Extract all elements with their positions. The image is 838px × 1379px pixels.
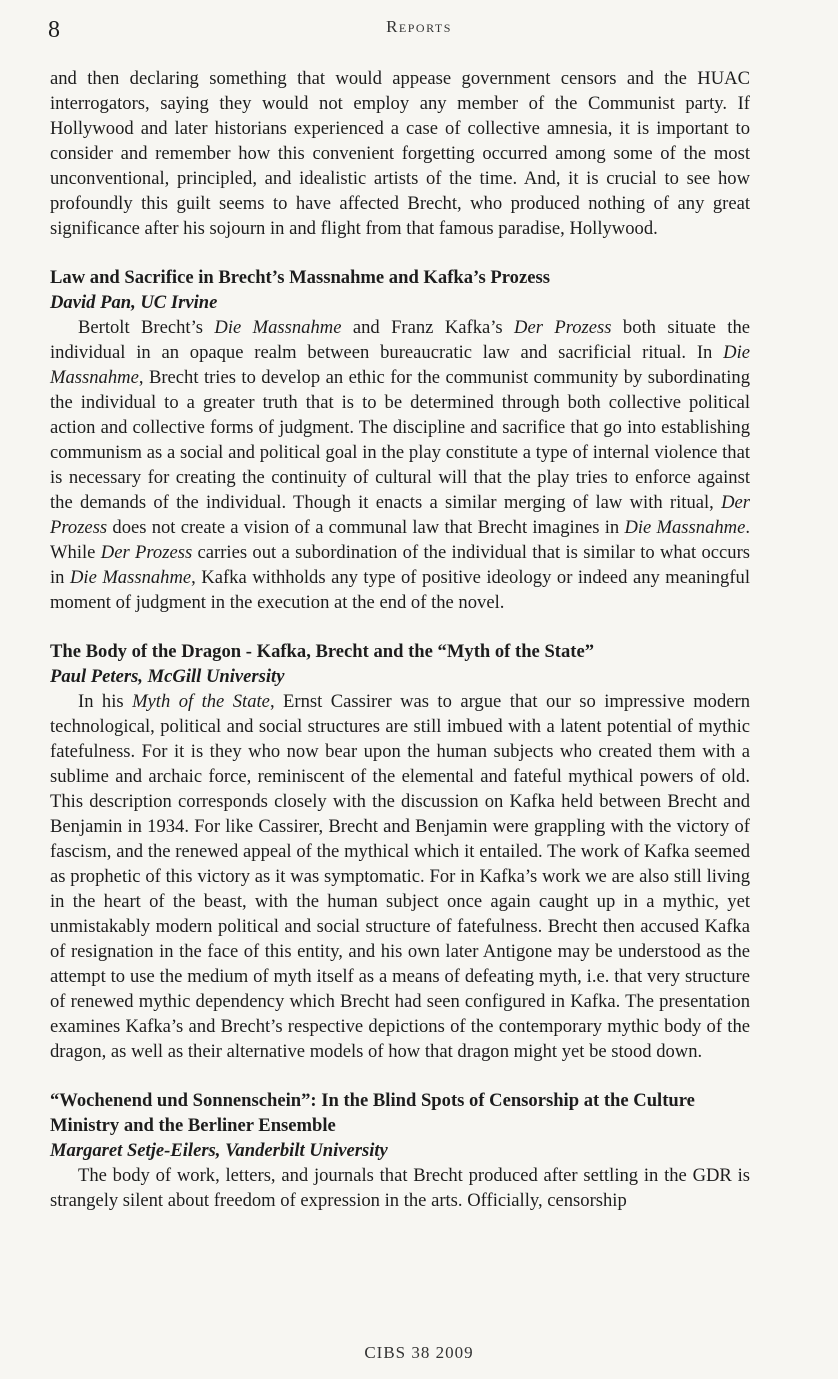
- section-title: The Body of the Dragon - Kafka, Brecht and the “Myth of the State”: [50, 641, 595, 662]
- section-abstract: Bertolt Brecht’s Die Massnahme and Franz Kafka’s Der Prozess both situate the individual in an opaque realm between bureaucratic law and sacrificial ritual. In Die Massnahme, Brecht tries to develop an ethic for the communist community by subordinating the individual to a greater truth that is to be determined through both collective political action and collective forms of judgment. The discipline and sacrifice that go into establishing communism as a social and political goal in the play constitute a type of internal violence that is necessary for creating the continuity of cultural will that the play tries to enforce against the demands of the individual. Though it enacts a similar merging of law with ritual, Der Prozess does not create a vision of a communal law that Brecht imagines in Die Massnahme. While Der Prozess carries out a subordination of the individual that is similar to what occurs in Die Massnahme, Kafka withholds any type of positive ideology or indeed any meaningful moment of judgment in the execution at the end of the novel.: [50, 317, 750, 613]
- page-footer: CIBS 38 2009: [364, 1343, 474, 1362]
- page-number: 8: [48, 17, 60, 43]
- intro-paragraph: and then declaring something that would appease government censors and the HUAC interrogators, saying they would not employ any member of the Communist party. If Hollywood and later historians experienced a case of collective amnesia, it is important to consider and remember how this convenient forgetting occurred among some of the most unconventional, principled, and idealistic artists of the time. And, it is crucial to see how profoundly this guilt seems to have affected Brecht, who produced nothing of any great significance after his sojourn in and flight from that famous paradise, Hollywood.: [50, 68, 750, 239]
- section-pan: [50, 265, 750, 615]
- section-author: Margaret Setje-Eilers, Vanderbilt University: [50, 1140, 388, 1161]
- section-abstract: In his Myth of the State, Ernst Cassirer was to argue that our so impressive modern technological, political and social structures are still imbued with a latent potential of mythic fatefulness. For it is they who now bear upon the human subjects who created them with a sublime and archaic force, reminiscent of the elemental and fateful mythical powers of old. This description corresponds closely with the discussion on Kafka held between Brecht and Benjamin in 1934. For like Cassirer, Brecht and Benjamin were grappling with the victory of fascism, and the renewed appeal of the mythical which it entailed. The work of Kafka seemed as prophetic of this victory as it was symptomatic. For in Kafka’s work we are also still living in the heart of the beast, with the human subject once again caught up in a mythic, yet unmistakably modern political and social structure of fatefulness. Brecht then accused Kafka of resignation in the face of this entity, and his own later Antigone may be understood as the attempt to use the medium of myth itself as a means of defeating myth, i.e. that very structure of renewed mythic dependency which Brecht had seen configured in Kafka. The presentation examines Kafka’s and Brecht’s respective depictions of the contemporary mythic body of the dragon, as well as their alternative models of how that dragon might yet be stood down.: [50, 691, 751, 1062]
- section-title: Law and Sacrifice in Brecht’s Massnahme and Kafka’s Prozess: [50, 267, 550, 288]
- section-setje-eilers: [50, 1088, 750, 1213]
- page-body: [50, 66, 750, 1213]
- section-author: David Pan, UC Irvine: [50, 292, 218, 313]
- section-author: Paul Peters, McGill University: [50, 666, 285, 687]
- running-head: Reports: [386, 17, 452, 36]
- section-title: “Wochenend und Sonnenschein”: In the Blind Spots of Censorship at the Culture Ministry and the Berliner Ensemble: [50, 1090, 695, 1136]
- section-peters: [50, 639, 750, 1064]
- section-abstract: The body of work, letters, and journals that Brecht produced after settling in the GDR is strangely silent about freedom of expression in the arts. Officially, censorship: [50, 1165, 750, 1211]
